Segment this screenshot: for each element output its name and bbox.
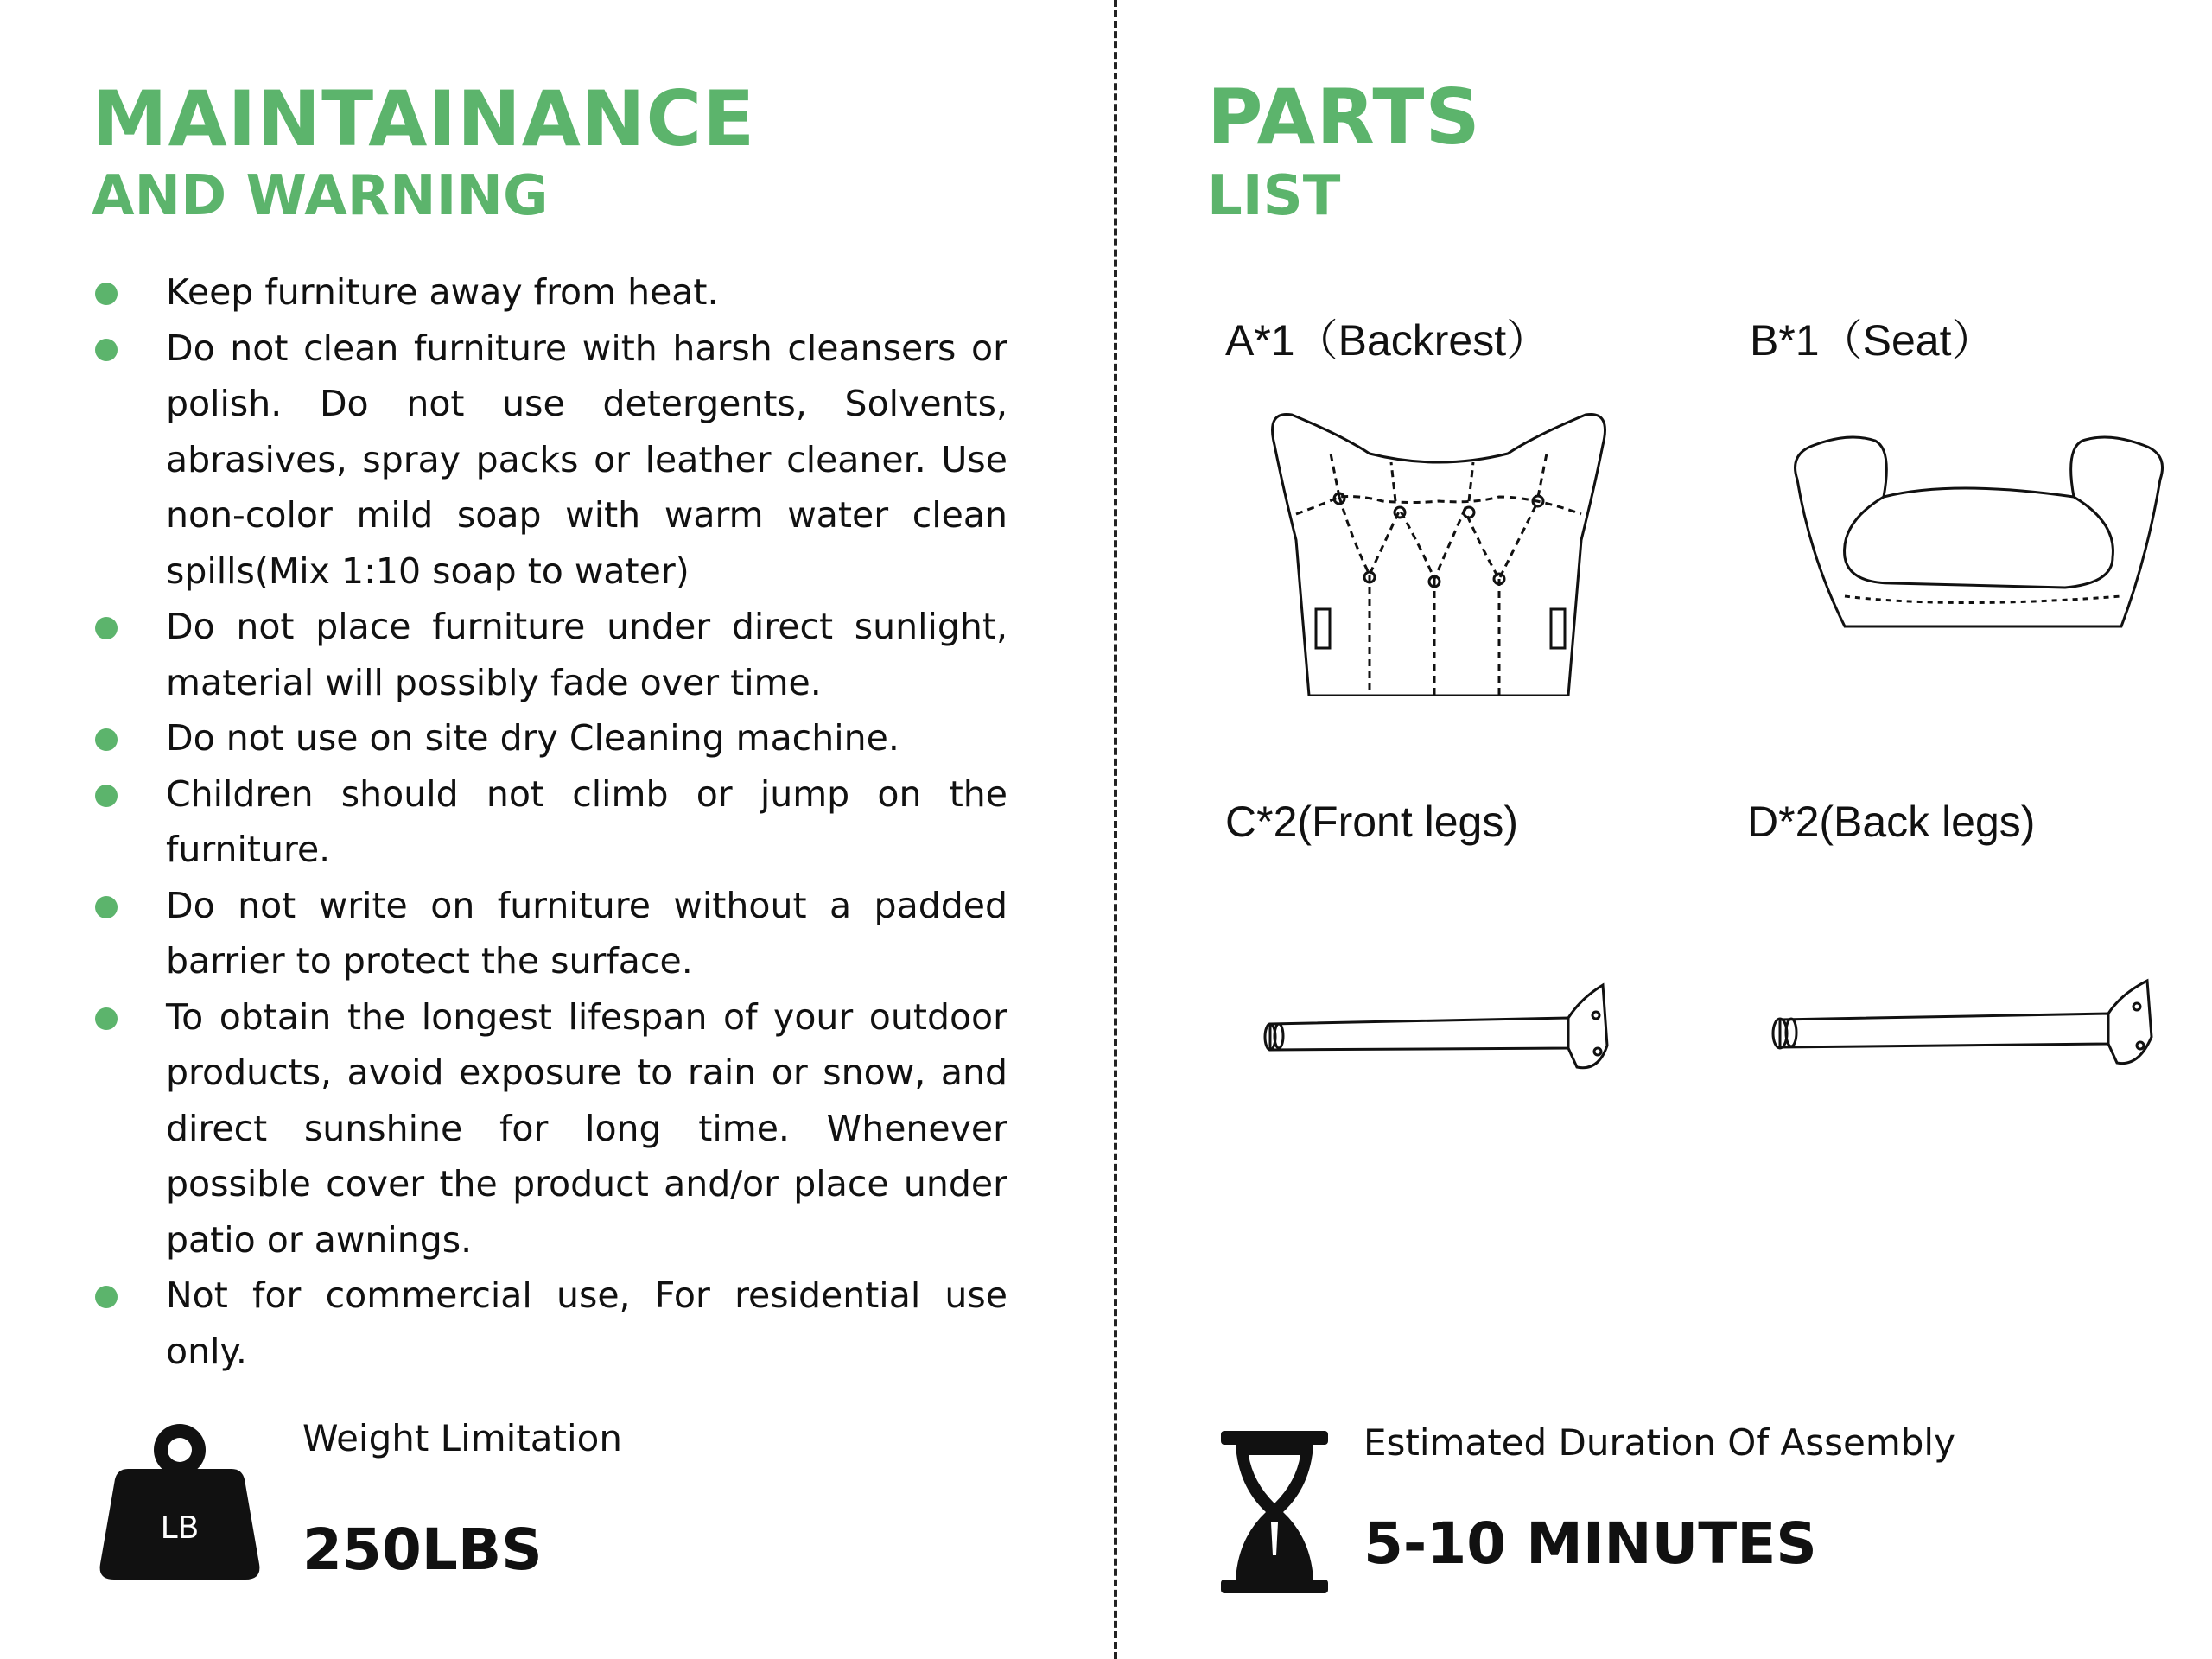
warning-item: Do not write on furniture without a padded barrier to protect the surface. — [92, 878, 1007, 989]
back-leg-drawing — [1767, 976, 2164, 1080]
bullet-dot — [95, 339, 118, 361]
warning-item: Children should not climb or jump on the furniture. — [92, 766, 1007, 878]
dashed-divider — [1114, 0, 1117, 1659]
part-label-front-legs: C*2(Front legs) — [1225, 798, 1518, 846]
bullet-dot — [95, 785, 118, 807]
weight-limitation-label: Weight Limitation — [302, 1417, 622, 1459]
weight-icon — [93, 1417, 266, 1590]
front-leg-drawing — [1257, 981, 1629, 1089]
bullet-dot — [95, 896, 118, 918]
bullet-dot — [95, 283, 118, 305]
hourglass-icon — [1214, 1426, 1335, 1599]
part-label-backrest: A*1（Backrest） — [1225, 316, 1550, 365]
warning-item: Do not place furniture under direct sunlight, material will possibly fade over time. — [92, 599, 1007, 710]
bullet-dot — [95, 617, 118, 639]
warning-item: To obtain the longest lifespan of your outdoor products, avoid exposure to rain or snow, and direct sunshine for long time. Whenever possible cover the product and/or place under patio or awnings. — [92, 989, 1007, 1268]
seat-drawing — [1780, 428, 2177, 652]
warning-list — [92, 264, 1007, 1379]
warning-item: Keep furniture away from heat. — [92, 264, 1007, 321]
maintenance-subtitle: AND WARNING — [92, 164, 549, 228]
warning-item: Not for commercial use, For residential use only. — [92, 1268, 1007, 1379]
assembly-duration-value: 5-10 MINUTES — [1363, 1510, 1817, 1577]
maintenance-title: MAINTAINANCE — [92, 74, 756, 163]
part-label-seat: B*1（Seat） — [1750, 316, 1995, 365]
warning-item: Do not clean furniture with harsh cleansers or polish. Do not use detergents, Solvents, abrasives, spray packs or leather cleaner. Use non-color mild soap with warm water clean spills(Mix 1:10 soap to water) — [92, 321, 1007, 600]
assembly-duration-label: Estimated Duration Of Assembly — [1363, 1421, 1955, 1464]
backrest-drawing — [1257, 402, 1620, 696]
bullet-dot — [95, 1007, 118, 1030]
weight-limitation-value: 250LBS — [302, 1516, 543, 1583]
part-label-back-legs: D*2(Back legs) — [1747, 798, 2036, 846]
parts-subtitle: LIST — [1207, 164, 1341, 228]
bullet-dot — [95, 728, 118, 751]
parts-title: PARTS — [1207, 73, 1481, 162]
warning-item: Do not use on site dry Cleaning machine. — [92, 710, 1007, 766]
weight-icon-text: LB — [160, 1510, 200, 1546]
bullet-dot — [95, 1286, 118, 1308]
